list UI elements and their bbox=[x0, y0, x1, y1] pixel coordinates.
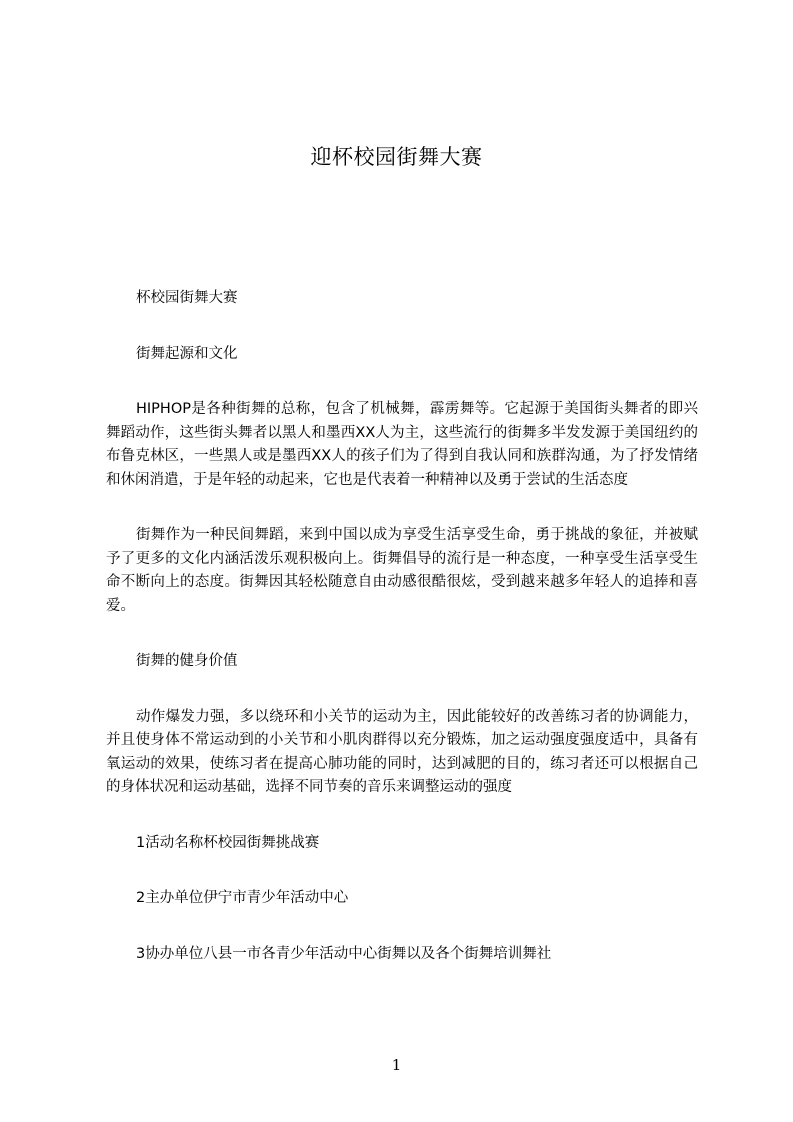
document-title: 迎杯校园街舞大赛 bbox=[310, 145, 483, 169]
page-number: 1 bbox=[391, 1056, 402, 1074]
section-heading-origin-culture: 街舞起源和文化 bbox=[136, 345, 238, 362]
list-item-co-organizer: 3协办单位八县一市各青少年活动中心街舞以及各个街舞培训舞社 bbox=[136, 945, 552, 962]
paragraph-streetdance-china: 街舞作为一种民间舞蹈，来到中国以成为享受生活享受生命，勇于挑战的象征，并被赋予了更多的文化内涵活泼乐观积极向上。街舞倡导的流行是一种态度，一种享受生活享受生命不断向上的态度。街舞因其轻松随意自由动感很酷很炫，受到越来越多年轻人的追捧和喜爱。 bbox=[106, 527, 698, 614]
document-body bbox=[106, 287, 698, 998]
list-item-organizer: 2主办单位伊宁市青少年活动中心 bbox=[136, 890, 349, 906]
paragraph-hiphop-origin: HIPHOP是各种街舞的总称，包含了机械舞，霹雳舞等。它起源于美国街头舞者的即兴舞蹈动作，这些街头舞者以黑人和墨西XX人为主，这些流行的街舞多半发发源于美国纽约的布鲁克林区，一些黑人或是墨西XX人的孩子们为了得到自我认同和族群沟通，为了抒发情绪和休闲消遣，于是年轻的动起来，它也是代表着一种精神以及勇于尝试的生活态度 bbox=[106, 401, 698, 488]
list-item-activity-name: 1活动名称杯校园街舞挑战赛 bbox=[136, 834, 320, 851]
paragraph-subtitle: 杯校园街舞大赛 bbox=[136, 290, 238, 306]
paragraph-fitness-value: 动作爆发力强，多以绕环和小关节的运动为主，因此能较好的改善练习者的协调能力，并且使身体不常运动到的小关节和小肌肉群得以充分锻炼，加之运动强度强度适中，具备有氧运动的效果，使练习者在提高心肺功能的同时，达到减肥的目的，练习者还可以根据自己的身体状况和运动基础，选择不同节奏的音乐来调整运动的强度 bbox=[106, 708, 698, 795]
section-heading-fitness-value: 街舞的健身价值 bbox=[136, 653, 238, 669]
